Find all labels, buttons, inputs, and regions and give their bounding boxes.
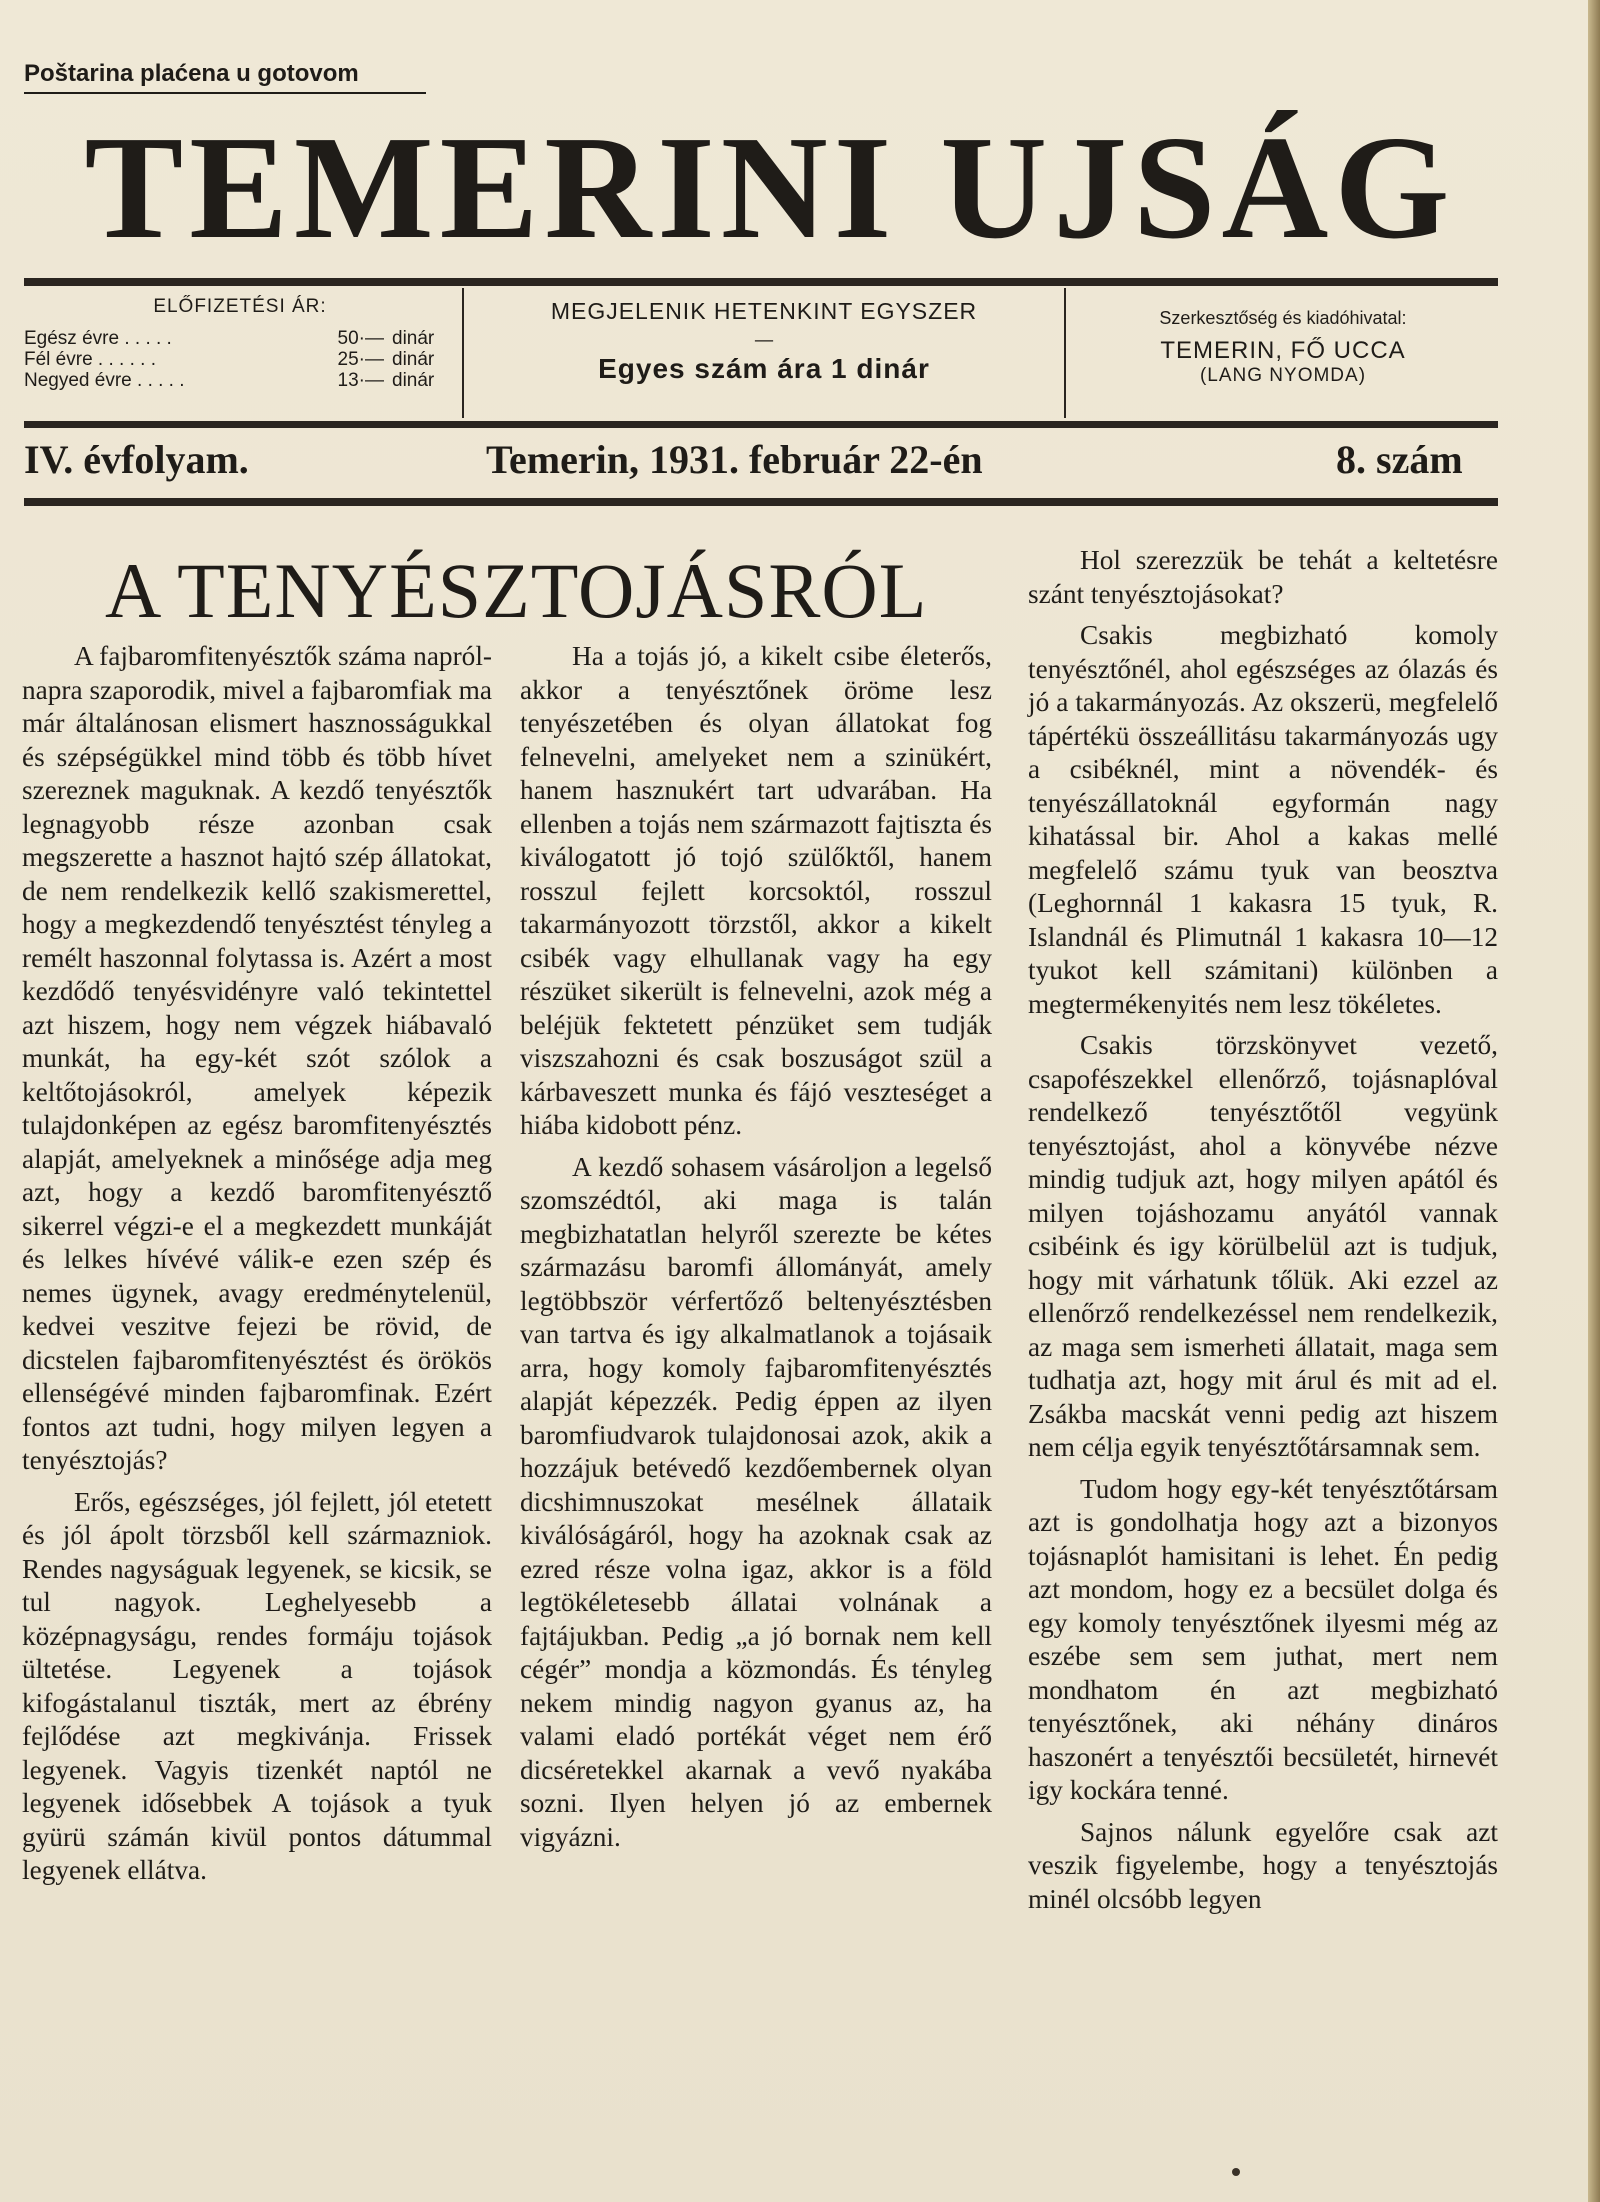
publication-frequency: MEGJELENIK HETENKINT EGYSZER — [550, 298, 978, 324]
price-value: 50·— — [337, 328, 384, 349]
article-column-1 — [22, 640, 492, 1888]
price-row — [24, 370, 456, 391]
article-column-2 — [520, 640, 992, 1854]
price-currency: dinár — [392, 328, 435, 349]
price-currency: dinár — [392, 370, 435, 391]
paragraph: Ha a tojás jó, a kikelt csibe életerős, akkor a tenyésztőnek öröme lesz tenyészetében és olyan állatokat fog felnevelni, amelyeket nem a szinükért, hanem hasznukért tart udvarában. Ha ellenben a tojás nem származott fajtiszta és kiválogatott jó tojó szülőktől, hanem rosszul fejlett korcsoktól, rosszul takarmányozott törzstől, akkor a kikelt csibék vagy elhullanak vagy ha egy részüket sikerült is felnevelni, azok még a beléjük fektetett pénzüket sem tudják viszszahozni és csak boszuságot szül a kárbaveszett munka és fájó veszteséget a hiába kidobott pénz. — [520, 641, 992, 1140]
volume-label: IV. évfolyam. — [24, 437, 249, 482]
info-divider-left — [462, 288, 464, 418]
paragraph: A kezdő sohasem vásároljon a legelső szomszédtól, aki maga is talán megbizhatatlan helyről szerezte be kétes származásu baromfi állományát, amely legtöbbször vérfertőző beltenyésztésben van tartva és igy alkalmatlanok a tojásaik arra, hogy komoly fajbaromfitenyésztés alapját képezzék. Pedig éppen az ilyen baromfiudvarok tulajdonosai azok, akik a hozzájuk betévedő kezdőembernek olyan dicshimnuszokat mesélnek állataik kiválóságáról, hogy ha azoknak csak az ezred része volna igaz, akkor is a föld legtökéletesebb állatai volnának a fajtájukban. Pedig „a jó bornak nem kell cégér” mondja a közmondás. És tényleg nekem mindig nagyon gyanus az, ha valami eladó portékát véget nem érő dicséretekkel akarnak a vevő nyakába sozni. Ilyen helyen jó az embernek vigyázni. — [520, 1151, 992, 1852]
subscription-box — [24, 288, 456, 418]
page-edge — [1588, 0, 1600, 2202]
top-rule — [24, 278, 1498, 286]
price-currency: dinár — [392, 349, 435, 370]
article-headline: A TENYÉSZTOJÁSRÓL — [105, 547, 928, 634]
office-address: TEMERIN, FŐ UCCA — [1160, 337, 1406, 364]
office-label: Szerkesztőség és kiadóhivatal: — [1159, 308, 1407, 328]
paragraph: Erős, egészséges, jól fejlett, jól etetett és jól ápolt törzsből kell származniok. Rendes nagyságuak legyenek, se kicsik, se tul nagyok. Leghelyesebb a középnagyságu, rendes formáju tojások ültetése. Legyenek a tojások kifogástalanul tiszták, mert az ébrény fejlődése azt megkivánja. Frissek legyenek. Vagyis tizenkét naptól ne legyenek idősebbek A tojások a tyuk gyürü számán kivül pontos dátummal legyenek ellátva. — [22, 1486, 492, 1885]
price-row — [24, 328, 456, 349]
ink-dot — [1232, 2168, 1240, 2176]
paragraph: A fajbaromfitenyésztők száma napról-napra szaporodik, mivel a fajbaromfiak ma már általánosan elismert hasznosságukkal és szépségükkel mind több és több hívet szereznek maguknak. A kezdő tenyésztők legnagyobb része azonban csak megszerette a hasznot hajtó szép állatokat, de nem rendelkezik kellő szakismerettel, hogy a megkezdendő tenyésztést tényleg a remélt haszonnal folytassa is. Azért a most kezdődő tenyésvidényre való tekintettel azt hiszem, hogy nem végzek hiábavaló munkát, ha egy-két szót szólok a keltőtojásokról, amelyek képezik tulajdonképen az egész baromfitenyésztés alapját, amelyeknek a minősége adja meg azt, hogy a kezdő baromfitenyésztő sikerrel végzi-e el a megkezdett munkáját és lelkes hívévé válik-e ezen szép és nemes ügynek, avagy eredménytelenül, kedvei veszitve fejezi be rövid, de dicstelen fajbaromfitenyésztést és örökös ellenségévé minden fajbaromfinak. Ezért fontos azt tudni, hogy milyen legyen a tenyésztojás? — [22, 641, 492, 1475]
office-printer: (LANG NYOMDA) — [1199, 365, 1367, 386]
publication-box — [466, 288, 1062, 418]
paragraph: Tudom hogy egy-két tenyésztőtársam azt is gondolhatja hogy azt a bizonyos tojásnaplót hamisitani is lehet. Én pedig azt mondom, hogy ez a becsület dolga és egy komoly tenyésztőnek ilyesmi még az eszébe sem sem juthat, mert nem mondhatom én azt megbizható tenyésztőnek, aki néhány dináros haszonért a tenyésztői becsületét, hirnevét igy kockára tenné. — [1028, 1473, 1498, 1805]
price-row — [24, 349, 456, 370]
price-label: Fél évre . . . . . . — [24, 349, 156, 370]
paragraph: Hol szerezzük be tehát a keltetésre szánt tenyésztojásokat? — [1028, 545, 1498, 609]
price-value: 25·— — [337, 349, 384, 370]
subscription-heading: ELŐFIZETÉSI ÁR: — [153, 296, 327, 317]
article-column-3 — [1028, 544, 1498, 1916]
single-issue-price: Egyes szám ára 1 dinár — [598, 353, 930, 384]
paragraph: Csakis megbizható komoly tenyésztőnél, ahol egészséges az ólazás és jó a takarmányozás. Az okszerü, megfelelő tápértékü összeállitásu takarmányozás ugy a csibéknél, mint a növendék- és tenyészállatoknál egyformán nagy kihatással bir. Ahol a kakas mellé megfelelő számu tyuk van beosztva (Leghornnál 1 kakasra 15 tyuk, R. Islandnál és Plimutnál 1 kakasra 10—12 tyukot kell számitani) különben a megtermékenyités nem lesz tökéletes. — [1028, 620, 1498, 1019]
postal-notice: Poštarina plaćena u gotovom — [24, 60, 426, 94]
office-box — [1068, 288, 1498, 418]
publication-separator: — — [754, 327, 774, 351]
paragraph: Sajnos nálunk egyelőre csak azt veszik figyelembe, hogy a tenyésztojás minél olcsóbb legyen — [1028, 1816, 1498, 1914]
bottom-rule — [24, 498, 1498, 506]
issue-number: 8. szám — [1336, 437, 1463, 482]
price-label: Negyed évre . . . . . — [24, 370, 185, 391]
price-value: 13·— — [337, 370, 384, 391]
middle-rule — [24, 421, 1498, 428]
issue-date: Temerin, 1931. február 22-én — [486, 437, 983, 482]
price-label: Egész évre . . . . . — [24, 328, 172, 349]
paragraph: Csakis törzskönyvet vezető, csapofészekkel ellenőrző, tojásnaplóval rendelkező tenyésztőtől vegyünk tenyésztojást, ahol a könyvébe nézve mindig tudjuk azt, hogy milyen apától és milyen tojáshozamu anyától vannak csibéink és igy körülbelül azt is tudjuk, hogy mit várhatunk tőlük. Aki ezzel az ellenőrző rendelkezéssel nem rendelkezik, az maga sem ismerheti állatait, maga sem tudhatja azt, hogy mit árul és mit ad el. Zsákba macskát venni pedig azt hiszem nem célja egyik tenyésztőtársamnak sem. — [1028, 1030, 1498, 1462]
newspaper-title: TEMERINI UJSÁG — [84, 106, 1456, 270]
info-divider-right — [1064, 288, 1066, 418]
